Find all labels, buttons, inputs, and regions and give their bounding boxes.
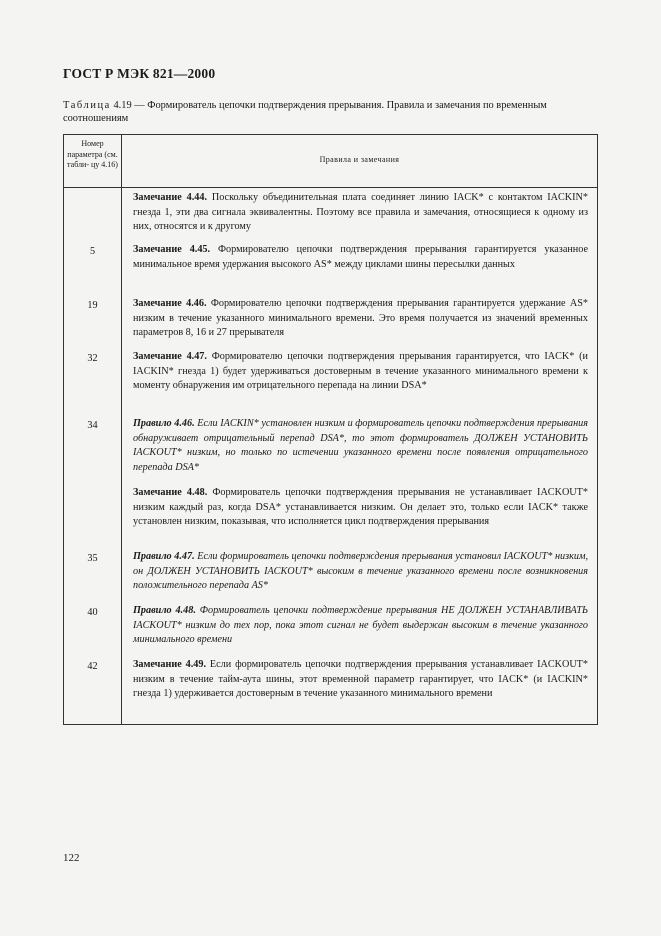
- caption-text: — Формирователь цепочки подтверждения прерывания. Правила и замечания по временным соотношениям: [63, 100, 547, 124]
- row-text: Формирователь цепочки подтверждение прерывания НЕ ДОЛЖЕН УСТАНАВЛИВАТЬ IACKOUT* низким до тех пор, пока этот сигнал не будет выдержан высоким в течение указанного минимального времени: [133, 605, 589, 645]
- table-row: [133, 604, 588, 648]
- row-text: Если формирователь цепочки подтверждения прерывания установил IACKOUT* низким, он ДОЛЖЕН УСТАНОВИТЬ IACKOUT* высоким в течение указанного времени после возникновения положительного перепада AS*: [133, 551, 588, 591]
- table-row: [133, 486, 588, 530]
- table-caption: [63, 99, 603, 125]
- row-param-number: 34: [87, 420, 98, 431]
- row-text: Если IACKIN* установлен низким и формирователь цепочки подтверждения прерывания обнаруживает отрицательный перепад DSA*, то этот формирователь ДОЛЖЕН УСТАНОВИТЬ IACKOUT* низким, но только по истечении указанного времени после появления отрицательного перепада DSA*: [133, 418, 588, 473]
- row-tag: Правило 4.47.: [133, 551, 195, 562]
- row-tag: Замечание 4.46.: [133, 298, 207, 309]
- table-row: [133, 191, 588, 235]
- rules-table: [63, 134, 598, 725]
- row-tag: Замечание 4.45.: [133, 244, 211, 255]
- table-row: [133, 297, 588, 341]
- row-tag: Замечание 4.48.: [133, 487, 208, 498]
- table-row: [133, 658, 588, 702]
- row-text: Формирователю цепочки подтверждения прерывания гарантируется, что IACK* (и IACKIN* гнезда 1) будет удерживаться достоверным в течение указанного минимального времени к моменту обнаружения им отрицательного перепада на линии DSA*: [133, 351, 589, 391]
- row-param-number: 19: [87, 300, 98, 311]
- row-tag: Замечание 4.49.: [133, 659, 207, 670]
- page-number: 122: [63, 852, 80, 864]
- row-text: Формирователь цепочки подтверждения прерывания не устанавливает IACKOUT* низким каждый раз, когда DSA* устанавливается низким. Он делает это, только если IACK* также установлен низким, показывая, что исполняется цикл подтверждения прерывания: [133, 487, 588, 527]
- column-header-rules: Правила и замечания: [319, 155, 400, 164]
- column-header-parameter: Номер параметра (см. табли- цу 4.16): [67, 139, 118, 170]
- row-param-number: 35: [87, 553, 98, 564]
- row-text: Поскольку объединительная плата соединяет линию IACK* с контактом IACKIN* гнезда 1, эти два сигнала эквивалентны. Поэтому все правила и замечания, относящиеся к одному из них, относятся и к другому: [133, 192, 588, 232]
- row-text: Формирователю цепочки подтверждения прерывания гарантируется удержание AS* низким в течение указанного минимального времени. Это время получается из значений временных параметров 8, 16 и 27 прерывателя: [133, 298, 589, 338]
- table-row: [133, 243, 588, 272]
- row-param-number: 5: [89, 246, 96, 257]
- row-param-number: 42: [87, 661, 98, 672]
- row-tag: Правило 4.46.: [133, 418, 195, 429]
- row-tag: Замечание 4.47.: [133, 351, 207, 362]
- row-param-number: 32: [87, 353, 98, 364]
- row-text: Если формирователь цепочки подтверждения прерывания устанавливает IACKOUT* низким в течение тайм-аута шины, этот временной параметр гарантирует, что IACK* (и IACKIN* гнезда 1) удерживается достоверным в течение указанного минимального времени: [133, 659, 588, 699]
- row-param-number: 40: [87, 607, 98, 618]
- row-tag: Правило 4.48.: [133, 605, 196, 616]
- header-divider: [64, 187, 597, 188]
- caption-label: Таблица: [63, 100, 111, 111]
- row-text: Формирователю цепочки подтверждения прерывания гарантируется указанное минимальное время удержания высокого AS* между циклами шины пересылки данных: [133, 244, 588, 270]
- table-row: [133, 350, 588, 394]
- table-row: [133, 417, 588, 475]
- column-divider: [121, 135, 122, 724]
- document-title: ГОСТ Р МЭК 821—2000: [63, 66, 216, 81]
- caption-number: 4.19: [113, 100, 132, 111]
- row-tag: Замечание 4.44.: [133, 192, 207, 203]
- table-row: [133, 550, 588, 594]
